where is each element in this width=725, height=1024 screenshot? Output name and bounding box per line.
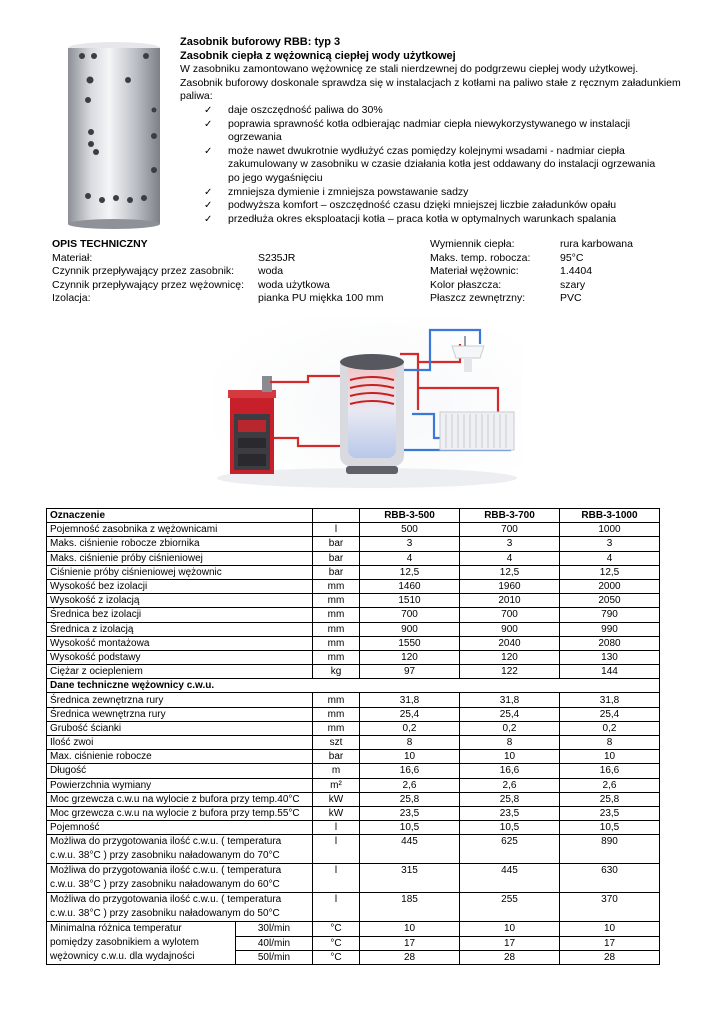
intro-section bbox=[180, 36, 700, 226]
table-section-row bbox=[47, 679, 660, 693]
spec-value: 1.4404 bbox=[560, 265, 593, 278]
list-item: ✓ przedłuża okres eksploatacji kotła – praca kotła w optymalnych warunkach spalania bbox=[204, 212, 617, 225]
checkmark-icon: ✓ bbox=[204, 118, 213, 130]
spec-value: S235JR bbox=[258, 251, 296, 264]
table-row: Maks. ciśnienie robocze zbiornika bar 3 3 3 bbox=[47, 537, 660, 551]
table-row: Moc grzewcza c.w.u na wylocie z bufora przy temp.40°C kW 25,8 25,8 25,8 bbox=[47, 792, 660, 806]
checkmark-icon: ✓ bbox=[204, 104, 213, 116]
table-header-row bbox=[47, 509, 660, 523]
installation-diagram bbox=[212, 318, 522, 490]
table-row: 50l/min °C 28 28 28 bbox=[47, 950, 660, 964]
spec-label: Materiał: bbox=[52, 251, 93, 264]
spec-value: pianka PU miękka 100 mm bbox=[258, 292, 384, 305]
checkmark-icon: ✓ bbox=[204, 213, 213, 225]
header-cell: Oznaczenie bbox=[47, 509, 313, 523]
table-row: Wysokość podstawy mm 120 120 130 bbox=[47, 650, 660, 664]
spec-label: Płaszcz zewnętrzny: bbox=[430, 292, 526, 305]
header-cell bbox=[313, 509, 360, 523]
intro-paragraph: W zasobniku zamontowano wężownicę ze stali nierdzewnej do podgrzewu ciepłej wody użytkowej. bbox=[180, 63, 639, 76]
header-cell: RBB-3-1000 bbox=[560, 509, 660, 523]
spec-value: 95°C bbox=[560, 251, 584, 264]
table-row: Średnica bez izolacji mm 700 700 790 bbox=[47, 608, 660, 622]
checkmark-icon: ✓ bbox=[204, 186, 213, 198]
table-row: Max. ciśnienie robocze bar 10 10 10 bbox=[47, 750, 660, 764]
table-row: Pojemność zasobnika z wężownicami l 500 700 1000 bbox=[47, 523, 660, 537]
spec-label: Materiał wężownic: bbox=[430, 265, 519, 278]
header-cell: RBB-3-500 bbox=[360, 509, 460, 523]
table-row: Ciężar z ociepleniem kg 97 122 144 bbox=[47, 665, 660, 679]
table-row: Maks. ciśnienie próby ciśnieniowej bar 4 4 4 bbox=[47, 551, 660, 565]
table-row: Grubość ścianki mm 0,2 0,2 0,2 bbox=[47, 721, 660, 735]
table-row: Średnica wewnętrzna rury mm 25,4 25,4 25,4 bbox=[47, 707, 660, 721]
table-row: Ilość zwoi szt 8 8 8 bbox=[47, 736, 660, 750]
spec-label: Wymiennik ciepła: bbox=[430, 238, 515, 250]
spec-label: Maks. temp. robocza: bbox=[430, 251, 531, 264]
table-row: Moc grzewcza c.w.u na wylocie z bufora przy temp.55°C kW 23,5 23,5 23,5 bbox=[47, 806, 660, 820]
table-row: Wysokość z izolacją mm 1510 2010 2050 bbox=[47, 594, 660, 608]
benefits-list bbox=[180, 104, 700, 226]
checkmark-icon: ✓ bbox=[204, 200, 213, 212]
header-cell: RBB-3-700 bbox=[460, 509, 560, 523]
spec-label: Izolacja: bbox=[52, 292, 91, 305]
temperature-difference-label: Minimalna różnica temperatur pomiędzy zasobnikiem a wylotem wężownicy c.w.u. dla wydajności bbox=[47, 922, 236, 965]
list-item: ✓ podwyższa komfort – oszczędność czasu dzięki mniejszej liczbie załadunków opału bbox=[204, 199, 617, 212]
table-row: Możliwa do przygotowania ilość c.w.u. ( temperatura c.w.u. 38°C ) przy zasobniku naładowanym do 50°C l 185 255 370 bbox=[47, 893, 660, 922]
list-item: ✓ zmniejsza dymienie i zmniejsza powstawanie sadzy bbox=[204, 185, 469, 198]
list-item: ✓ może nawet dwukrotnie wydłużyć czas pomiędzy kolejnymi wsadami - nadmiar ciepła zakumulowany w zasobniku w czasie działania kotła jest oddawany do instalacji ogrzewania po jego wygaśnięciu bbox=[204, 144, 656, 184]
spec-value: woda bbox=[258, 265, 284, 278]
table-row: Średnica zewnętrzna rury mm 31,8 31,8 31,8 bbox=[47, 693, 660, 707]
spec-value: rura karbowana bbox=[560, 238, 633, 250]
buffer-tank-image bbox=[58, 40, 170, 232]
specs-heading: OPIS TECHNICZNY bbox=[52, 238, 148, 250]
spec-label: Czynnik przepływający przez wężownicę: bbox=[52, 278, 244, 291]
tank-icon bbox=[340, 354, 404, 474]
table-row: Wysokość bez izolacji mm 1460 1960 2000 bbox=[47, 579, 660, 593]
boiler-icon bbox=[228, 376, 276, 474]
specifications-table bbox=[46, 508, 660, 965]
spec-label: Kolor płaszcza: bbox=[430, 278, 502, 291]
list-item: ✓ poprawia sprawność kotła odbierając nadmiar ciepła niewykorzystywanego w instalacji ogrzewania bbox=[204, 117, 631, 144]
spec-value: PVC bbox=[560, 292, 582, 305]
table-row: Wysokość montażowa mm 1550 2040 2080 bbox=[47, 636, 660, 650]
table-row: Minimalna różnica temperatur pomiędzy zasobnikiem a wylotem wężownicy c.w.u. dla wydajności 30l/min °C 10 10 10 bbox=[47, 922, 660, 936]
checkmark-icon: ✓ bbox=[204, 145, 213, 157]
table-row: Możliwa do przygotowania ilość c.w.u. ( temperatura c.w.u. 38°C ) przy zasobniku naładowanym do 60°C l 315 445 630 bbox=[47, 864, 660, 893]
section-heading: Dane techniczne wężownicy c.w.u. bbox=[47, 679, 660, 693]
list-item: ✓ daje oszczędność paliwa do 30% bbox=[204, 103, 383, 116]
table-row: Możliwa do przygotowania ilość c.w.u. ( temperatura c.w.u. 38°C ) przy zasobniku naładowanym do 70°C l 445 625 890 bbox=[47, 835, 660, 864]
radiator-icon bbox=[440, 412, 514, 450]
document-subtitle: Zasobnik ciepła z wężownicą ciepłej wody użytkowej bbox=[180, 49, 456, 62]
table-row: Średnica z izolacją mm 900 900 990 bbox=[47, 622, 660, 636]
table-row: Ciśnienie próby ciśnieniowej wężownic bar 12,5 12,5 12,5 bbox=[47, 565, 660, 579]
spec-value: woda użytkowa bbox=[258, 278, 330, 291]
intro-paragraph-2: Zasobnik buforowy doskonale sprawdza się w instalacjach z kotłami na paliwo stałe z ręcznym załadunkiem paliwa: bbox=[180, 76, 681, 103]
table-row: 40l/min °C 17 17 17 bbox=[47, 936, 660, 950]
spec-label: Czynnik przepływający przez zasobnik: bbox=[52, 265, 235, 278]
document-title: Zasobnik buforowy RBB: typ 3 bbox=[180, 36, 341, 48]
spec-value: szary bbox=[560, 278, 586, 291]
table-row: Pojemność l 10,5 10,5 10,5 bbox=[47, 821, 660, 835]
table-row: Powierzchnia wymiany m² 2,6 2,6 2,6 bbox=[47, 778, 660, 792]
table-row: Długość m 16,6 16,6 16,6 bbox=[47, 764, 660, 778]
